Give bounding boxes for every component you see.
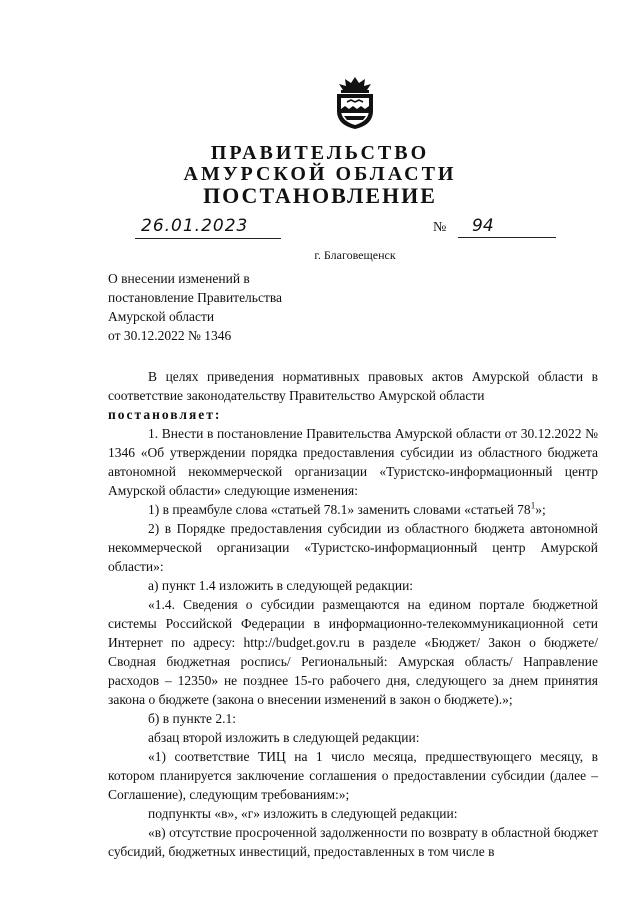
body-paragraph: а) пункт 1.4 изложить в следующей редакции: — [148, 578, 414, 593]
coat-of-arms-emblem-icon — [331, 75, 379, 131]
body-paragraph: «в) отсутствие просроченной задолженности по возврату в областной бюджет субсидий, бюджетных инвестиций, предоставленных в том числе в — [108, 825, 598, 859]
body-paragraph: «1.4. Сведения о субсидии размещаются на едином портале бюджетной системы Российской Федерации в информационно-телекоммуникационной сети Интернет по адресу: http://budget.gov.ru в разделе «Бюджет/ Закон о бюджете/ Сводная бюджетная роспись/ Региональный: Амурская область/ Направление расходов – 12350» не позднее 15-го рабочего дня, следующего за днем принятия закона о бюджете (закона о внесении изменений в закон о бюджете).»; — [108, 597, 598, 707]
document-date: 26.01.2023 — [135, 216, 281, 239]
government-title-line2: АМУРСКОЙ ОБЛАСТИ — [183, 163, 457, 185]
body-paragraph: В целях приведения нормативных правовых актов Амурской области в соответствие законодательству Правительство Амурской области — [108, 369, 598, 403]
superscript: 1 — [530, 500, 536, 511]
body-paragraph: б) в пункте 2.1: — [148, 711, 236, 726]
document-subject — [108, 269, 282, 345]
government-title-line1: ПРАВИТЕЛЬСТВО — [210, 142, 430, 164]
body-paragraph: абзац второй изложить в следующей редакции: — [148, 730, 420, 745]
body-paragraph — [108, 500, 598, 519]
document-body — [108, 367, 598, 861]
body-paragraph: «1) соответствие ТИЦ на 1 число месяца, предшествующего месяцу, в котором планируется заключение соглашения о предоставлении субсидии (далее – Соглашение), следующим требованиям:»; — [108, 749, 598, 802]
document-type-title: ПОСТАНОВЛЕНИЕ — [203, 183, 437, 208]
subject-line: О внесении изменений в — [108, 271, 250, 286]
subject-line: от 30.12.2022 № 1346 — [108, 328, 232, 343]
number-label: № — [433, 220, 447, 235]
body-paragraph: 2) в Порядке предоставления субсидии из областного бюджета автономной некоммерческой организации «Туристско-информационный центр Амурской области»: — [108, 521, 598, 574]
body-text: 1) в преамбуле слова «статьей 78.1» заменить словами «статьей 78 — [148, 502, 531, 517]
decree-word — [108, 405, 598, 424]
decree-word-text: постановляет: — [108, 407, 222, 422]
subject-line: постановление Правительства — [108, 290, 283, 305]
document-number: 94 — [458, 216, 556, 238]
body-paragraph: подпункты «в», «г» изложить в следующей редакции: — [148, 806, 458, 821]
body-paragraph: 1. Внести в постановление Правительства Амурской области от 30.12.2022 № 1346 «Об утверждении порядка предоставления субсидии из областного бюджета автономной некоммерческой организации «Туристско-информационный центр Амурской области» следующие изменения: — [108, 426, 598, 498]
body-text: »; — [535, 502, 546, 517]
city: г. Благовещенск — [314, 248, 396, 262]
subject-line: Амурской области — [108, 309, 215, 324]
